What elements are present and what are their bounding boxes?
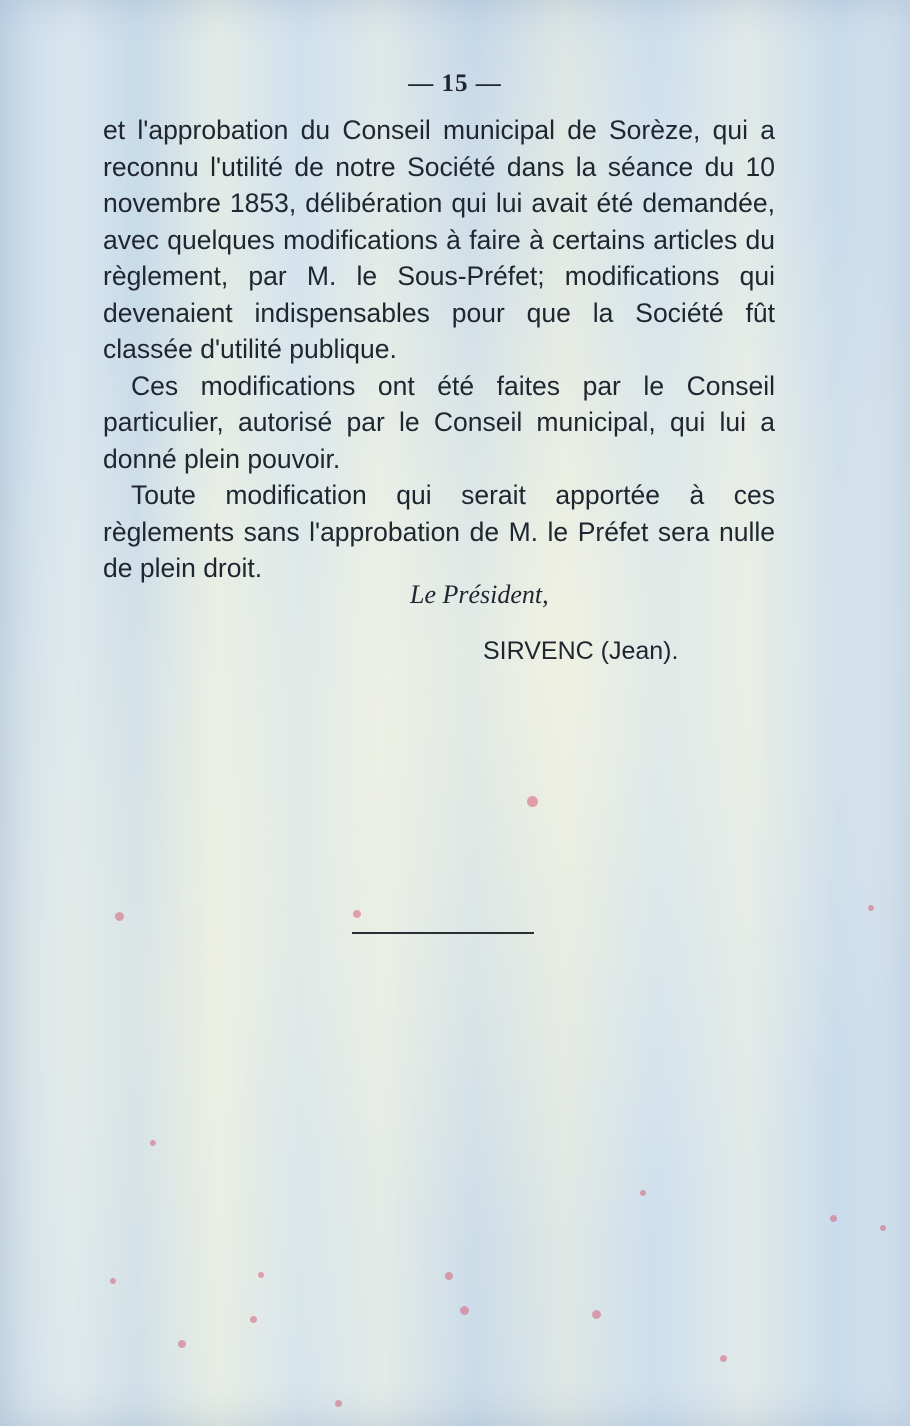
paper-speck	[830, 1215, 837, 1222]
paper-speck	[178, 1340, 186, 1348]
paper-speck	[258, 1272, 264, 1278]
signature-title: Le Président,	[410, 580, 549, 609]
paper-speck	[868, 905, 874, 911]
paper-speck	[335, 1400, 342, 1407]
paper-speck	[353, 910, 361, 918]
paper-speck	[720, 1355, 727, 1362]
body-text	[103, 112, 775, 587]
paper-speck	[880, 1225, 886, 1231]
paper-speck	[150, 1140, 156, 1146]
page-number: — 15 —	[408, 70, 502, 97]
paper-speck	[527, 796, 538, 807]
signature-name: SIRVENC (Jean).	[483, 637, 679, 665]
paper-speck	[110, 1278, 116, 1284]
paragraph-modifications: Ces modifications ont été faites par le Conseil particulier, autorisé par le Conseil municipal, qui lui a donné plein pouvoir.	[103, 370, 775, 474]
paper-speck	[592, 1310, 601, 1319]
paragraph-nullity: Toute modification qui serait apportée à ces règlements sans l'approbation de M. le Préfet sera nulle de plein droit.	[103, 480, 775, 583]
paper-speck	[460, 1306, 469, 1315]
paragraph-approbation: et l'approbation du Conseil municipal de Sorèze, qui a reconnu l'utilité de notre Société dans la séance du 10 novembre 1853, délibération qui lui avait été demandée, avec quelques modifications à faire à certains articles du règlement, par M. le Sous-Préfet; modifications qui devenaient indispensables pour que la Société fût classée d'utilité publique.	[103, 115, 775, 364]
paper-speck	[115, 912, 124, 921]
paper-speck	[250, 1316, 257, 1323]
paper-speck	[640, 1190, 646, 1196]
divider-rule	[352, 932, 534, 934]
paper-speck	[445, 1272, 453, 1280]
